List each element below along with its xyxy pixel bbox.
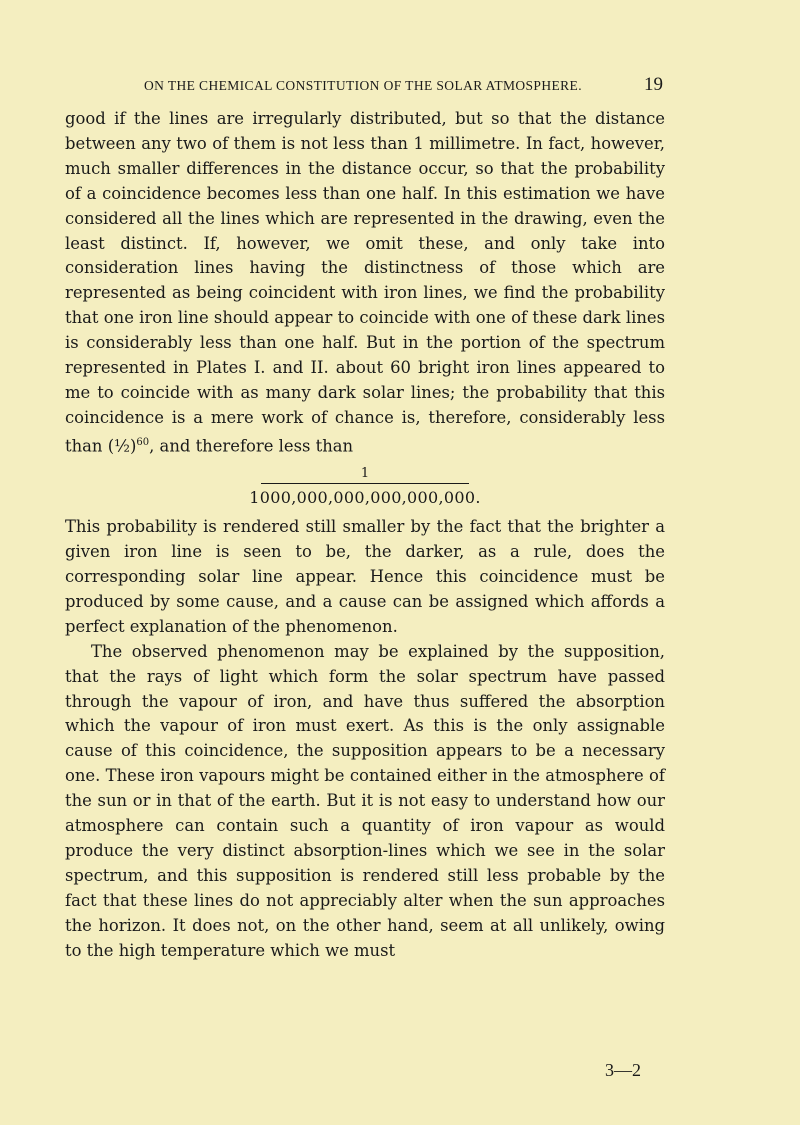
paragraph-3: The observed phenomenon may be explained by the supposition, that the rays of light which form the solar spectrum have passed through the vapour of iron, and have thus suffered the absorption which the vapour of iron must exert. As this is the only assignable cause of this coincidence, the supposition appears to be a necessary one. These iron vapours might be contained either in the atmosphere of the sun or in that of the earth. But it is not easy to understand how our atmosphere can contain such a quantity of iron vapour as would produce the very distinct absorption-lines which we see in the solar spectrum, and this supposition is rendered still less probable by the fact that these lines do not appreciably alter when the sun approaches the horizon. It does not, on the other hand, seem at all unlikely, owing to the high temperature which we must <box>65 641 665 960</box>
paragraph-2: This probability is rendered still smaller by the fact that the brighter a given iron line is seen to be, the darker, as a rule, does the corresponding solar line appear. Hence this coincidence must be produced by some cause, and a cause can be assigned which affords a perfect explanation of the phenomenon. <box>65 517 665 636</box>
probability-fraction <box>65 459 665 515</box>
paragraph-1-text: good if the lines are irregularly distributed, but so that the distance between any two of them is not less than 1 millimetre. In fact, however, much smaller differences in the distance occur, so that the probability of a coincidence becomes less than one half. In this estimation we have considered all the lines which are represented in the drawing, even the least distinct. If, however, we omit these, and only take into consideration lines having the distinctness of those which are represented as being coincident with iron lines, we find the probability that one iron line should appear to coincide with one of these dark lines is considerably less than one half. But in the portion of the spectrum represented in Plates I. and II. about 60 bright iron lines appeared to me to coincide with as many dark solar lines; the probability that this coincidence is a mere work of chance is, therefore, considerably less than <box>65 109 665 456</box>
paragraph-1 <box>65 107 665 459</box>
paragraph-1-tail: , and therefore less than <box>149 436 354 456</box>
power-exponent: 60 <box>136 436 150 448</box>
body-text <box>65 107 665 963</box>
page-number: 19 <box>644 74 663 95</box>
fraction-numerator: 1 <box>360 466 370 482</box>
fraction-bar <box>261 483 469 484</box>
signature-mark: 3—2 <box>605 1060 641 1080</box>
fraction-denominator: 1000,000,000,000,000,000. <box>249 488 481 508</box>
power-base: (½) <box>107 436 137 456</box>
running-title: ON THE CHEMICAL CONSTITUTION OF THE SOLAR ATMOSPHERE. <box>144 78 582 93</box>
